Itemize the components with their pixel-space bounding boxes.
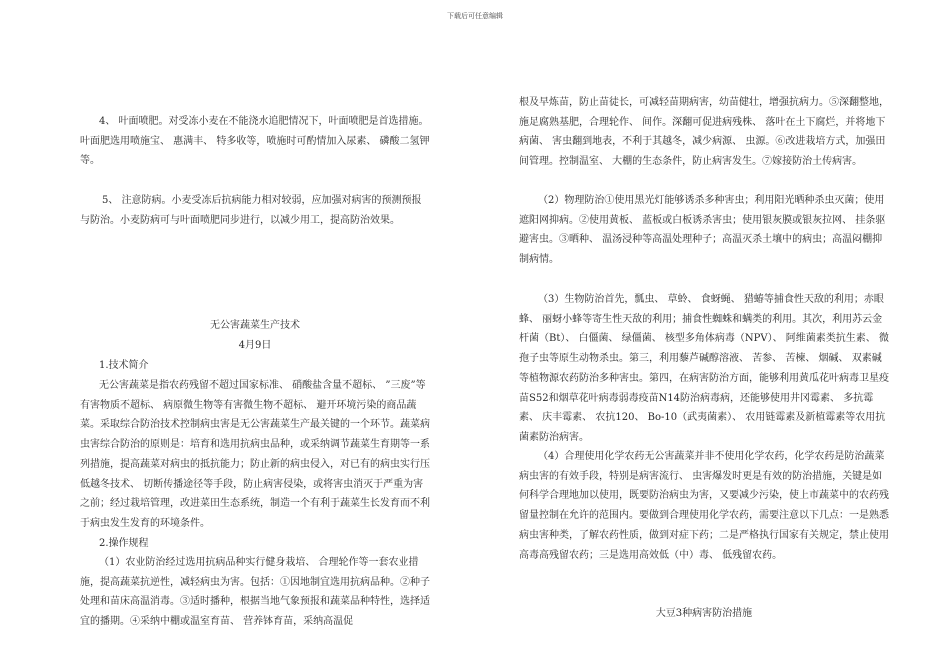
section-title-soybean: 大豆3种病害防治措施 (655, 608, 753, 619)
paragraph-foliar-spray: 4、 叶面喷肥。对受冻小麦在不能浇水追肥情况下，叶面喷肥是首选措施。叶面肥选用喷施宝、 惠满丰、 特多收等，喷施时可酌情加入尿素、 磷酸二氢钾等。 (80, 116, 430, 167)
paragraph-intro: 无公害蔬菜是指农药残留不超过国家标准、 硝酸盐含量不超标、 ”三废”等有害物质不超标、 病原微生物等有害微生物不超标、 避开环境污染的商品蔬菜。采取综合防治技术控制病虫害是无公害蔬菜生产最关键的一个环节。蔬菜病虫害综合防治的原则是：培育和选用抗病虫品种，或采纳调节蔬菜生育期等一系列措施，提高蔬菜对病虫的抵抗能力；防止新的病虫侵入，对已有的病虫实行压低越冬技术、 切断传播途径等手段，防止病害侵染，或将害虫消灭于严重为害之前；经过栽培管理，改进菜田生态系统，制造一个有利于蔬菜生长发育而不利于病虫发生发育的环境条件。 (80, 380, 430, 529)
paragraph-chemical-control: （4）合理使用化学农药无公害蔬菜并非不使用化学农药，化学农药是防治蔬菜病虫害的有效手段，特别是病害流行、 虫害爆发时更是有效的防治措施，关键是如何科学合理地加以使用，既要防治病虫为害，又要减少污染，使上市蔬菜中的农药残留量控制在允许的范围内。要做到合理使用化学农药，需要注意以下几点：一是熟悉病虫害种类，了解农药性质，做到对症下药；二是严格执行国家有关规定，禁止使用高毒高残留农药；三是选用高效低（中）毒、 低残留农药。 (519, 451, 889, 561)
paragraph-agricultural-control: （1）农业防治经过选用抗病品种实行健身栽培、 合理轮作等一套农业措施，提高蔬菜抗逆性，减轻病虫为害。包括：①因地制宜选用抗病品种。②种子处理和苗床高温消毒。③适时播种，根据当地气象预报和蔬菜品种特性，选择适宜的播期。④采纳中棚或温室育苗、 营养钵育苗，采纳高温促 (80, 557, 430, 628)
paragraph-physical-control: （2）物理防治①使用黑光灯能够诱杀多种害虫；利用阳光晒种杀虫灭菌；使用遮阳网抑病。②使用黄板、 蓝板或白板诱杀害虫；使用银灰膜或银灰拉网、 挂条驱避害虫。③晒种、 温汤浸种等高温处理种子；高温灭杀土壤中的病虫；高温闷棚抑制病情。 (519, 195, 886, 266)
paragraph-biological-control: （3）生物防治首先，瓢虫、 草蛉、 食蚜蝇、 猎蝽等捕食性天敌的利用；赤眼蜂、 丽蚜小蜂等寄生性天敌的利用；捕食性蜘蛛和螨类的利用。其次，利用苏云金杆菌（Bt）、 白僵菌、 绿僵菌、 核型多角体病毒（NPV）、 阿维菌素类抗生素、 微孢子虫等原生动物杀虫。第三，利用藜芦碱醇溶液、 苦参、 苦楝、 烟碱、 双素碱等植物源农药防治多种害虫。第四，在病害防治方面，能够利用黄瓜花叶病毒卫星疫苗S52和烟草花叶病毒弱毒疫苗N14防治病毒病，还能够使用井冈霉素、 多抗霉素、 庆丰霉素、 农抗120、 Bo-10（武夷菌素）、 农用链霉素及新植霉素等农用抗菌素防治病害。 (519, 294, 889, 443)
subheading-intro: 1.技术简介 (99, 360, 149, 371)
section-date: 4月9日 (238, 340, 272, 351)
section-title: 无公害蔬菜生产技术 (210, 320, 300, 331)
page-header: 下载后可任意编辑 (447, 12, 503, 20)
paragraph-disease-prevention: 5、 注意防病。小麦受冻后抗病能力相对较弱，应加强对病害的预测预报与防治。小麦防病可与叶面喷肥同步进行，以减少用工，提高防治效果。 (80, 195, 422, 226)
subheading-procedure: 2.操作规程 (99, 538, 149, 549)
paragraph-continued: 根及早炼苗，防止苗徒长，可减轻苗期病害，幼苗健壮，增强抗病力。⑤深翻整地，施足腐熟基肥，合理轮作、 间作。深翻可促进病残株、 落叶在土下腐烂，并将地下病菌、 害虫翻到地表，不利于其越冬，减少病源、 虫源。⑥改进栽培方式，加强田间管理。控制温室、 大棚的生态条件，防止病害发生。⑦嫁接防治土传病害。 (519, 97, 889, 168)
